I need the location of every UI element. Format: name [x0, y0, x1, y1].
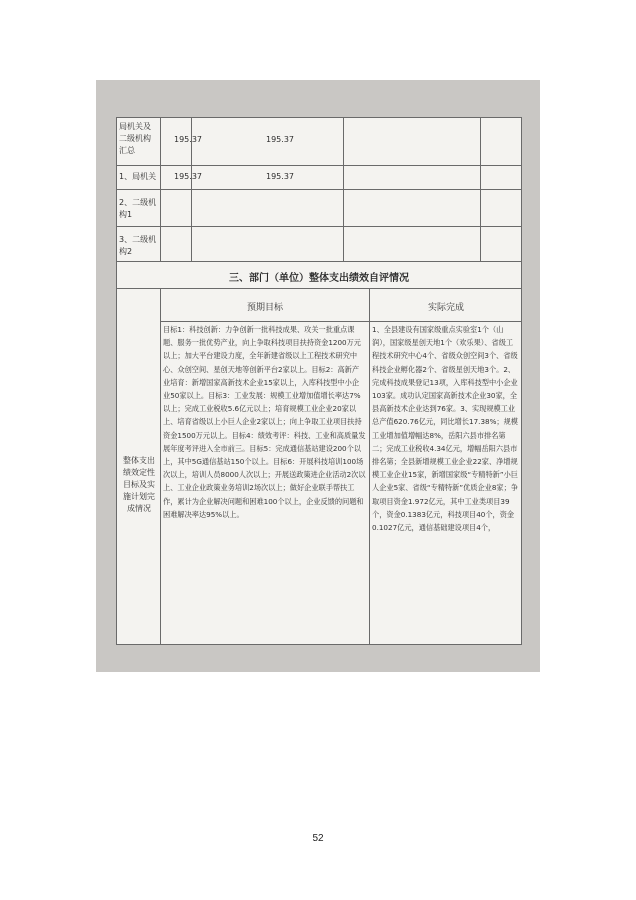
- section-title: 三、部门（单位）整体支出绩效自评情况: [229, 273, 409, 284]
- row-value: 195.37: [266, 172, 294, 181]
- table-row: [116, 189, 522, 227]
- row-label: 1、局机关: [119, 172, 157, 181]
- row-label: 3、二级机 构2: [119, 235, 157, 256]
- row-value: 195.37: [266, 135, 294, 144]
- page-number: 52: [312, 833, 324, 844]
- actual-results-text: 1、全县建设有国家级重点实验室1个（山润），国家级星创天地1个（欢乐果）、省级工程技术研究中心4个、省级众创空间3个、省级科技企业孵化器2个、省级星创天地3个。2、完成科技成果登记13项，入库科技型中小企业103家。成功认定国家高新技术企业30家，全县高新技术企业达到76家。3、实现规模工业总产值620.76亿元，同比增长17.38%；规模工业增加值增幅达8%，岳阳六县市排名第二；完成工业税收4.34亿元，增幅岳阳六县市排名第；全县新增规模工业企业22家、净增规模工业企业15家，新增国家级“专精特新”小巨人企业5家、省级“专精特新”优质企业8家；争取项目资金1.972亿元，其中工业类项目39个，资金0.1383亿元，科技项目40个，资金0.1027亿元，通信基础建设项目4个，: [372, 325, 518, 533]
- row-value: 195.37: [174, 172, 202, 181]
- column-header-actual: 实际完成: [427, 303, 464, 313]
- document-sheet: [116, 117, 522, 645]
- row-label: 2、二级机 构1: [119, 198, 157, 219]
- column-header-expected: 预期目标: [246, 303, 283, 313]
- expected-goals-text: 目标1：科技创新：力争创新一批科技成果、攻关一批重点课题、服务一批优势产业，向上争取科技项目扶持资金1200万元以上；加大平台建设力度，全年新建省级以上工程技术研究中心、众创空间、星创天地等创新平台2家以上。目标2：高新产业培育：新增国家高新技术企业15家以上，入库科技型中小企业50家以上。目标3：工业发展：规模工业增加值增长率达7%以上；完成工业税收5.6亿元以上；培育规模工业企业20家以上、培育省级以上小巨人企业2家以上；向上争取工业项目扶持资金1500万元以上。目标4：绩效考评：科技、工业和高质量发展年度考评进入全市前三。目标5：完成通信基站建设200个以上，其中5G通信基站150个以上。目标6：开展科技培训100场次以上，培训人员8000人次以上；开展送政策进企业活动2次以上、工业企业政策业务培训2场次以上；做好企业联手帮扶工作，累计为企业解决问题和困难100个以上，企业反馈的问题和困难解决率达95%以上。: [163, 325, 366, 519]
- left-label: 整体支出 绩效定性 目标及实 施计划完 成情况: [123, 456, 155, 513]
- row-label: 局机关及 二级机构 汇总: [119, 122, 151, 155]
- table-row: [116, 226, 522, 262]
- row-value: 195.37: [174, 135, 202, 144]
